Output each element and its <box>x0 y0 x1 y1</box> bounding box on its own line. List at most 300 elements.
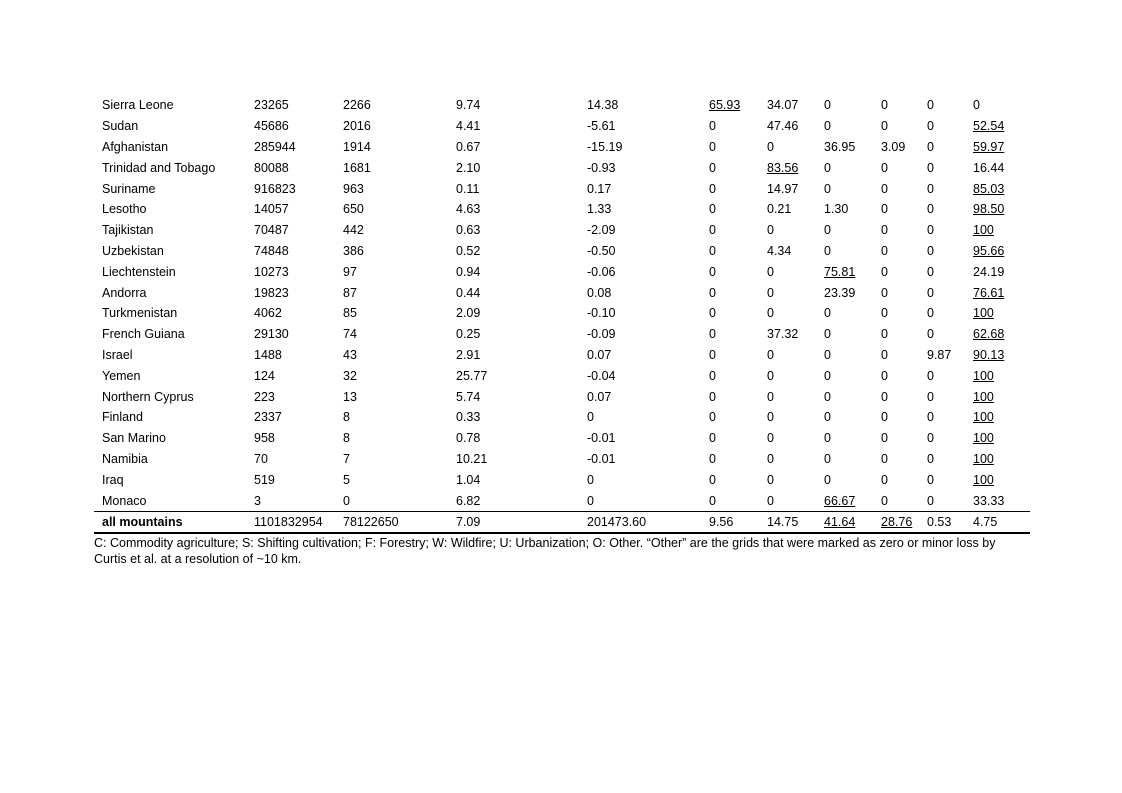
cell-value: 0 <box>881 472 888 487</box>
cell-value: 2016 <box>343 119 371 134</box>
value-cell <box>881 157 927 178</box>
cell-value: 14.38 <box>587 98 619 113</box>
cell-value: 0 <box>709 119 716 134</box>
value-cell <box>709 157 767 178</box>
cell-value: 6.82 <box>456 493 481 508</box>
value-cell <box>824 407 881 428</box>
cell-value: 16.44 <box>973 160 1005 175</box>
cell-value: 0 <box>767 431 774 446</box>
value-cell <box>587 386 709 407</box>
value-cell <box>973 137 1030 158</box>
value-cell <box>927 490 973 511</box>
cell-value: 52.54 <box>973 119 1005 134</box>
cell-value: 7 <box>343 451 350 466</box>
cell-value: 74848 <box>254 243 289 258</box>
cell-value: 14.97 <box>767 181 799 196</box>
cell-value: 0 <box>927 306 934 321</box>
value-cell <box>973 407 1030 428</box>
cell-value: 0 <box>881 181 888 196</box>
cell-value: 5.74 <box>456 389 481 404</box>
cell-value: 95.66 <box>973 243 1005 258</box>
value-cell <box>927 324 973 345</box>
value-cell <box>767 345 824 366</box>
value-cell <box>973 282 1030 303</box>
cell-value: -0.93 <box>587 160 616 175</box>
cell-value: -15.19 <box>587 139 623 154</box>
cell-value: 201473.60 <box>587 514 647 529</box>
value-cell <box>881 116 927 137</box>
cell-value: 285944 <box>254 139 296 154</box>
cell-value: 0 <box>709 493 716 508</box>
cell-value: 650 <box>343 202 364 217</box>
cell-value: 0.33 <box>456 410 481 425</box>
value-cell <box>587 116 709 137</box>
cell-value: 0 <box>824 327 831 342</box>
cell-value: 0 <box>824 306 831 321</box>
value-cell <box>824 116 881 137</box>
value-cell <box>927 199 973 220</box>
cell-value: 70487 <box>254 223 289 238</box>
cell-value: 13 <box>343 389 357 404</box>
value-cell <box>254 365 343 386</box>
value-cell <box>881 428 927 449</box>
cell-value: 0 <box>709 160 716 175</box>
value-cell <box>343 365 456 386</box>
value-cell <box>824 157 881 178</box>
value-cell <box>456 511 587 533</box>
cell-value: 0 <box>881 327 888 342</box>
cell-value: 0 <box>709 264 716 279</box>
table-row <box>94 137 1030 158</box>
cell-value: 0 <box>927 368 934 383</box>
value-cell <box>927 282 973 303</box>
value-cell <box>881 324 927 345</box>
cell-value: 0.78 <box>456 431 481 446</box>
value-cell <box>587 220 709 241</box>
value-cell <box>973 241 1030 262</box>
cell-value: 1488 <box>254 347 282 362</box>
value-cell <box>254 95 343 116</box>
value-cell <box>456 241 587 262</box>
value-cell <box>587 449 709 470</box>
cell-value: 41.64 <box>824 514 856 529</box>
value-cell <box>824 345 881 366</box>
value-cell <box>254 282 343 303</box>
table-row <box>94 345 1030 366</box>
table-row <box>94 469 1030 490</box>
country-name-cell: Namibia <box>102 451 148 466</box>
cell-value: 0 <box>709 223 716 238</box>
value-cell <box>456 303 587 324</box>
cell-value: 0 <box>881 347 888 362</box>
value-cell <box>709 490 767 511</box>
cell-value: 3.09 <box>881 139 906 154</box>
value-cell <box>973 324 1030 345</box>
value-cell <box>881 220 927 241</box>
cell-value: 0 <box>881 160 888 175</box>
value-cell <box>881 490 927 511</box>
value-cell <box>456 282 587 303</box>
cell-value: 100 <box>973 472 994 487</box>
table-row <box>94 199 1030 220</box>
cell-value: -0.01 <box>587 451 616 466</box>
value-cell <box>881 365 927 386</box>
value-cell <box>709 116 767 137</box>
table-row <box>94 386 1030 407</box>
value-cell <box>824 511 881 533</box>
value-cell <box>587 324 709 345</box>
cell-value: 958 <box>254 431 275 446</box>
cell-value: 0 <box>343 493 350 508</box>
cell-value: 0 <box>927 98 934 113</box>
value-cell <box>973 178 1030 199</box>
cell-value: 0 <box>824 181 831 196</box>
cell-value: 0 <box>767 139 774 154</box>
value-cell <box>456 324 587 345</box>
cell-value: 0 <box>767 347 774 362</box>
cell-value: 916823 <box>254 181 296 196</box>
cell-value: 1.33 <box>587 202 612 217</box>
value-cell <box>824 324 881 345</box>
value-cell <box>973 345 1030 366</box>
value-cell <box>709 386 767 407</box>
value-cell <box>824 282 881 303</box>
value-cell <box>881 449 927 470</box>
value-cell <box>254 303 343 324</box>
cell-value: 2337 <box>254 410 282 425</box>
value-cell <box>456 428 587 449</box>
value-cell <box>927 220 973 241</box>
value-cell <box>587 261 709 282</box>
cell-value: 98.50 <box>973 202 1005 217</box>
value-cell <box>767 490 824 511</box>
cell-value: 87 <box>343 285 357 300</box>
cell-value: 0.25 <box>456 327 481 342</box>
cell-value: 85 <box>343 306 357 321</box>
cell-value: 43 <box>343 347 357 362</box>
cell-value: 100 <box>973 410 994 425</box>
value-cell <box>343 137 456 158</box>
cell-value: 0 <box>881 119 888 134</box>
value-cell <box>767 282 824 303</box>
value-cell <box>927 95 973 116</box>
value-cell <box>254 241 343 262</box>
cell-value: -0.09 <box>587 327 616 342</box>
value-cell <box>587 178 709 199</box>
value-cell <box>587 282 709 303</box>
value-cell <box>709 261 767 282</box>
value-cell <box>587 469 709 490</box>
cell-value: 0.52 <box>456 243 481 258</box>
cell-value: 0 <box>927 223 934 238</box>
value-cell <box>254 116 343 137</box>
country-name-cell: Suriname <box>102 181 156 196</box>
value-cell <box>709 324 767 345</box>
value-cell <box>824 220 881 241</box>
value-cell <box>456 137 587 158</box>
value-cell <box>767 449 824 470</box>
cell-value: 442 <box>343 223 364 238</box>
cell-value: 0 <box>824 347 831 362</box>
value-cell <box>767 261 824 282</box>
value-cell <box>881 282 927 303</box>
value-cell <box>254 345 343 366</box>
cell-value: 0 <box>709 389 716 404</box>
value-cell <box>881 261 927 282</box>
cell-value: 9.87 <box>927 347 952 362</box>
table-row <box>94 428 1030 449</box>
cell-value: 0 <box>881 223 888 238</box>
cell-value: -0.04 <box>587 368 616 383</box>
country-name-cell: Tajikistan <box>102 223 154 238</box>
cell-value: 0 <box>587 472 594 487</box>
cell-value: 100 <box>973 306 994 321</box>
cell-value: 8 <box>343 410 350 425</box>
cell-value: 0 <box>767 264 774 279</box>
total-row <box>94 511 1030 533</box>
value-cell <box>767 303 824 324</box>
cell-value: 23.39 <box>824 285 856 300</box>
value-cell <box>254 469 343 490</box>
value-cell <box>881 199 927 220</box>
cell-value: 19823 <box>254 285 289 300</box>
value-cell <box>973 220 1030 241</box>
value-cell <box>927 137 973 158</box>
cell-value: 29130 <box>254 327 289 342</box>
country-name-cell: Sierra Leone <box>102 98 174 113</box>
table-row <box>94 407 1030 428</box>
cell-value: 32 <box>343 368 357 383</box>
cell-value: 65.93 <box>709 98 741 113</box>
cell-value: 0 <box>927 181 934 196</box>
cell-value: 0 <box>927 472 934 487</box>
value-cell <box>343 157 456 178</box>
cell-value: 0 <box>587 410 594 425</box>
cell-value: 4.41 <box>456 119 481 134</box>
value-cell <box>881 345 927 366</box>
value-cell <box>343 407 456 428</box>
cell-value: 0 <box>709 202 716 217</box>
cell-value: 0 <box>709 410 716 425</box>
country-name-cell: San Marino <box>102 431 166 446</box>
cell-value: 0 <box>881 368 888 383</box>
cell-value: 386 <box>343 243 364 258</box>
cell-value: 0 <box>973 98 980 113</box>
cell-value: 0 <box>824 368 831 383</box>
value-cell <box>254 157 343 178</box>
value-cell <box>343 261 456 282</box>
value-cell <box>824 303 881 324</box>
cell-value: 10.21 <box>456 451 488 466</box>
value-cell <box>343 386 456 407</box>
value-cell <box>927 178 973 199</box>
cell-value: 9.56 <box>709 514 734 529</box>
value-cell <box>709 345 767 366</box>
table-row <box>94 116 1030 137</box>
value-cell <box>343 511 456 533</box>
cell-value: 0 <box>927 431 934 446</box>
cell-value: 0 <box>881 451 888 466</box>
value-cell <box>767 220 824 241</box>
cell-value: 0.17 <box>587 181 612 196</box>
value-cell <box>973 469 1030 490</box>
cell-value: 45686 <box>254 119 289 134</box>
cell-value: 0 <box>927 202 934 217</box>
value-cell <box>456 178 587 199</box>
cell-value: 0 <box>709 181 716 196</box>
cell-value: 0 <box>767 223 774 238</box>
value-cell <box>767 116 824 137</box>
cell-value: 0.67 <box>456 139 481 154</box>
value-cell <box>456 365 587 386</box>
value-cell <box>254 324 343 345</box>
cell-value: 1914 <box>343 139 371 154</box>
cell-value: 4.75 <box>973 514 998 529</box>
value-cell <box>343 282 456 303</box>
cell-value: 66.67 <box>824 493 856 508</box>
cell-value: 0.07 <box>587 347 612 362</box>
value-cell <box>587 407 709 428</box>
value-cell <box>254 490 343 511</box>
cell-value: 0 <box>767 285 774 300</box>
value-cell <box>973 95 1030 116</box>
value-cell <box>254 428 343 449</box>
cell-value: 4062 <box>254 306 282 321</box>
cell-value: 100 <box>973 451 994 466</box>
value-cell <box>973 511 1030 533</box>
value-cell <box>587 303 709 324</box>
cell-value: 1.04 <box>456 472 481 487</box>
cell-value: 0 <box>824 389 831 404</box>
cell-value: 2.10 <box>456 160 481 175</box>
country-name-cell: Trinidad and Tobago <box>102 160 216 175</box>
cell-value: 75.81 <box>824 264 856 279</box>
cell-value: 14.75 <box>767 514 799 529</box>
cell-value: 100 <box>973 368 994 383</box>
table-row <box>94 303 1030 324</box>
value-cell <box>456 261 587 282</box>
value-cell <box>343 178 456 199</box>
value-cell <box>254 137 343 158</box>
cell-value: 0.63 <box>456 223 481 238</box>
value-cell <box>767 199 824 220</box>
table-row <box>94 220 1030 241</box>
value-cell <box>973 365 1030 386</box>
cell-value: 0 <box>927 264 934 279</box>
table-row <box>94 282 1030 303</box>
country-name-cell: Yemen <box>102 368 141 383</box>
table-row <box>94 261 1030 282</box>
cell-value: 7.09 <box>456 514 481 529</box>
cell-value: 0 <box>927 451 934 466</box>
table-body <box>94 95 1030 533</box>
country-name-cell: Afghanistan <box>102 139 169 154</box>
cell-value: 0 <box>587 493 594 508</box>
cell-value: 59.97 <box>973 139 1005 154</box>
cell-value: 36.95 <box>824 139 856 154</box>
table-row <box>94 157 1030 178</box>
value-cell <box>456 469 587 490</box>
value-cell <box>973 116 1030 137</box>
value-cell <box>973 449 1030 470</box>
cell-value: 0 <box>709 306 716 321</box>
cell-value: 83.56 <box>767 160 799 175</box>
cell-value: 34.07 <box>767 98 799 113</box>
value-cell <box>343 241 456 262</box>
cell-value: 100 <box>973 223 994 238</box>
value-cell <box>254 511 343 533</box>
value-cell <box>456 199 587 220</box>
table-row <box>94 95 1030 116</box>
cell-value: 14057 <box>254 202 289 217</box>
value-cell <box>927 386 973 407</box>
value-cell <box>824 137 881 158</box>
cell-value: 4.63 <box>456 202 481 217</box>
country-name-cell: Israel <box>102 347 133 362</box>
value-cell <box>824 490 881 511</box>
value-cell <box>767 469 824 490</box>
value-cell <box>343 116 456 137</box>
value-cell <box>767 365 824 386</box>
cell-value: -2.09 <box>587 223 616 238</box>
country-name-cell: Sudan <box>102 119 139 134</box>
value-cell <box>254 178 343 199</box>
value-cell <box>973 428 1030 449</box>
table-row <box>94 324 1030 345</box>
value-cell <box>456 95 587 116</box>
cell-value: 0.21 <box>767 202 792 217</box>
value-cell <box>973 261 1030 282</box>
value-cell <box>824 199 881 220</box>
cell-value: 0 <box>881 431 888 446</box>
value-cell <box>709 95 767 116</box>
cell-value: 28.76 <box>881 514 913 529</box>
value-cell <box>343 303 456 324</box>
cell-value: 0 <box>767 472 774 487</box>
cell-value: 80088 <box>254 160 289 175</box>
value-cell <box>709 428 767 449</box>
cell-value: 0 <box>881 285 888 300</box>
value-cell <box>824 428 881 449</box>
value-cell <box>587 241 709 262</box>
value-cell <box>927 261 973 282</box>
value-cell <box>824 365 881 386</box>
value-cell <box>456 116 587 137</box>
value-cell <box>881 241 927 262</box>
cell-value: -0.01 <box>587 431 616 446</box>
value-cell <box>881 303 927 324</box>
value-cell <box>927 365 973 386</box>
value-cell <box>709 178 767 199</box>
cell-value: 10273 <box>254 264 289 279</box>
value-cell <box>343 199 456 220</box>
country-name-cell: Monaco <box>102 493 147 508</box>
cell-value: 0 <box>881 243 888 258</box>
cell-value: 0 <box>767 493 774 508</box>
country-name-cell: Iraq <box>102 472 124 487</box>
cell-value: 0 <box>881 389 888 404</box>
value-cell <box>767 241 824 262</box>
table-row <box>94 449 1030 470</box>
cell-value: 4.34 <box>767 243 792 258</box>
cell-value: 37.32 <box>767 327 799 342</box>
value-cell <box>709 511 767 533</box>
country-name-cell: Andorra <box>102 285 147 300</box>
cell-value: 1.30 <box>824 202 849 217</box>
value-cell <box>927 303 973 324</box>
country-name-cell: Lesotho <box>102 202 147 217</box>
value-cell <box>881 137 927 158</box>
